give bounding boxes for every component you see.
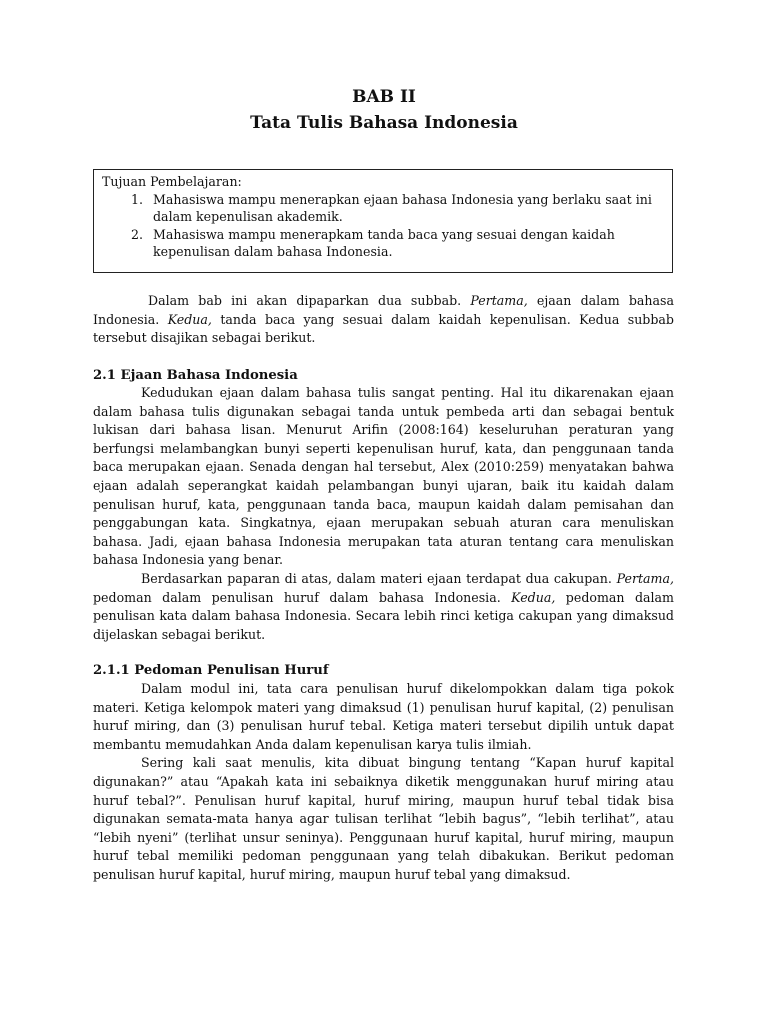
section-2-1-body [93,384,674,644]
chapter-title: Tata Tulis Bahasa Indonesia [250,113,518,133]
text-run: Dalam bab ini akan dipaparkan dua subbab. [148,293,471,308]
section-heading-2-1-1: 2.1.1 Pedoman Penulisan Huruf [93,663,329,678]
italic-text: Pertama, [470,293,528,308]
text-run: pedoman dalam penulisan huruf dalam bahasa Indonesia. [93,589,512,605]
intro-paragraph [93,292,674,348]
italic-text: Kedua, [167,311,212,327]
section-2-1-1-body [93,680,674,885]
paragraph [93,570,674,644]
paragraph: Dalam modul ini, tata cara penulisan huruf dikelompokkan dalam tiga pokok materi. Ketiga kelompok materi yang dimaksud (1) penulisan huruf kapital, (2) penulisan huruf miring, dan (3) penulisan huruf tebal. Ketiga materi tersebut dipilih untuk dapat membantu memudahkan Anda dalam kepenulisan karya tulis ilmiah. [93,681,674,752]
intro-section [93,292,674,348]
learning-objectives-box [93,169,673,273]
chapter-number: BAB II [352,87,416,107]
italic-text: Kedua, [511,589,556,605]
text-run: Berdasarkan paparan di atas, dalam materi ejaan terdapat dua cakupan. [141,570,617,586]
chapter-header [0,86,768,134]
objectives-label: Tujuan Pembelajaran: [102,174,242,189]
text-run: tanda baca yang sesuai dalam kaidah kepenulisan. Kedua subbab tersebut disajikan sebagai berikut. [93,311,674,346]
text-run: ejaan dalam bahasa Indonesia. [93,293,674,327]
paragraph: Sering kali saat menulis, kita dibuat bingung tentang “Kapan huruf kapital digunakan?” atau “Apakah kata ini sebaiknya diketik menggunakan huruf miring atau huruf tebal?”. Penulisan huruf kapital, huruf miring, maupun huruf tebal tidak bisa digunakan semata-mata hanya agar tulisan terlihat “lebih bagus”, “lebih terlihat”, atau “lebih nyeni” (terlihat unsur seninya). Penggunaan huruf kapital, huruf miring, maupun huruf tebal memiliki pedoman penggunaan yang telah dibakukan. Berikut pedoman penulisan huruf kapital, huruf miring, maupun huruf tebal yang dimaksud. [93,755,674,882]
section-heading-2-1: 2.1 Ejaan Bahasa Indonesia [93,368,298,383]
objective-item: 2. Mahasiswa mampu menerapkam tanda baca yang sesuai dengan kaidah kepenulisan dalam bahasa Indonesia. [147,226,664,261]
objective-item: 1. Mahasiswa mampu menerapkan ejaan bahasa Indonesia yang berlaku saat ini dalam kepenulisan akademik. [147,191,664,226]
italic-text: Pertama, [616,570,674,586]
objectives-list [102,191,664,261]
text-run: pedoman dalam penulisan kata dalam bahasa Indonesia. Secara lebih rinci ketiga cakupan yang dimaksud dijelaskan sebagai berikut. [93,589,674,642]
paragraph: Kedudukan ejaan dalam bahasa tulis sangat penting. Hal itu dikarenakan ejaan dalam bahasa tulis digunakan sebagai tanda untuk pembeda arti dan sebagai bentuk lukisan dari bahasa lisan. Menurut Arifin (2008:164) keseluruhan peraturan yang berfungsi melambangkan bunyi seperti kepenulisan huruf, kata, dan penggunaan tanda baca merupakan ejaan. Senada dengan hal tersebut, Alex (2010:259) menyatakan bahwa ejaan adalah seperangkat kaidah pelambangan bunyi ujaran, baik itu kaidah dalam penulisan huruf, kata, penggunaan tanda baca, maupun kaidah dalam pemisahan dan penggabungan kata. Singkatnya, ejaan merupakan sebuah aturan cara menuliskan bahasa. Jadi, ejaan bahasa Indonesia merupakan tata aturan tentang cara menuliskan bahasa Indonesia yang benar. [93,385,674,568]
